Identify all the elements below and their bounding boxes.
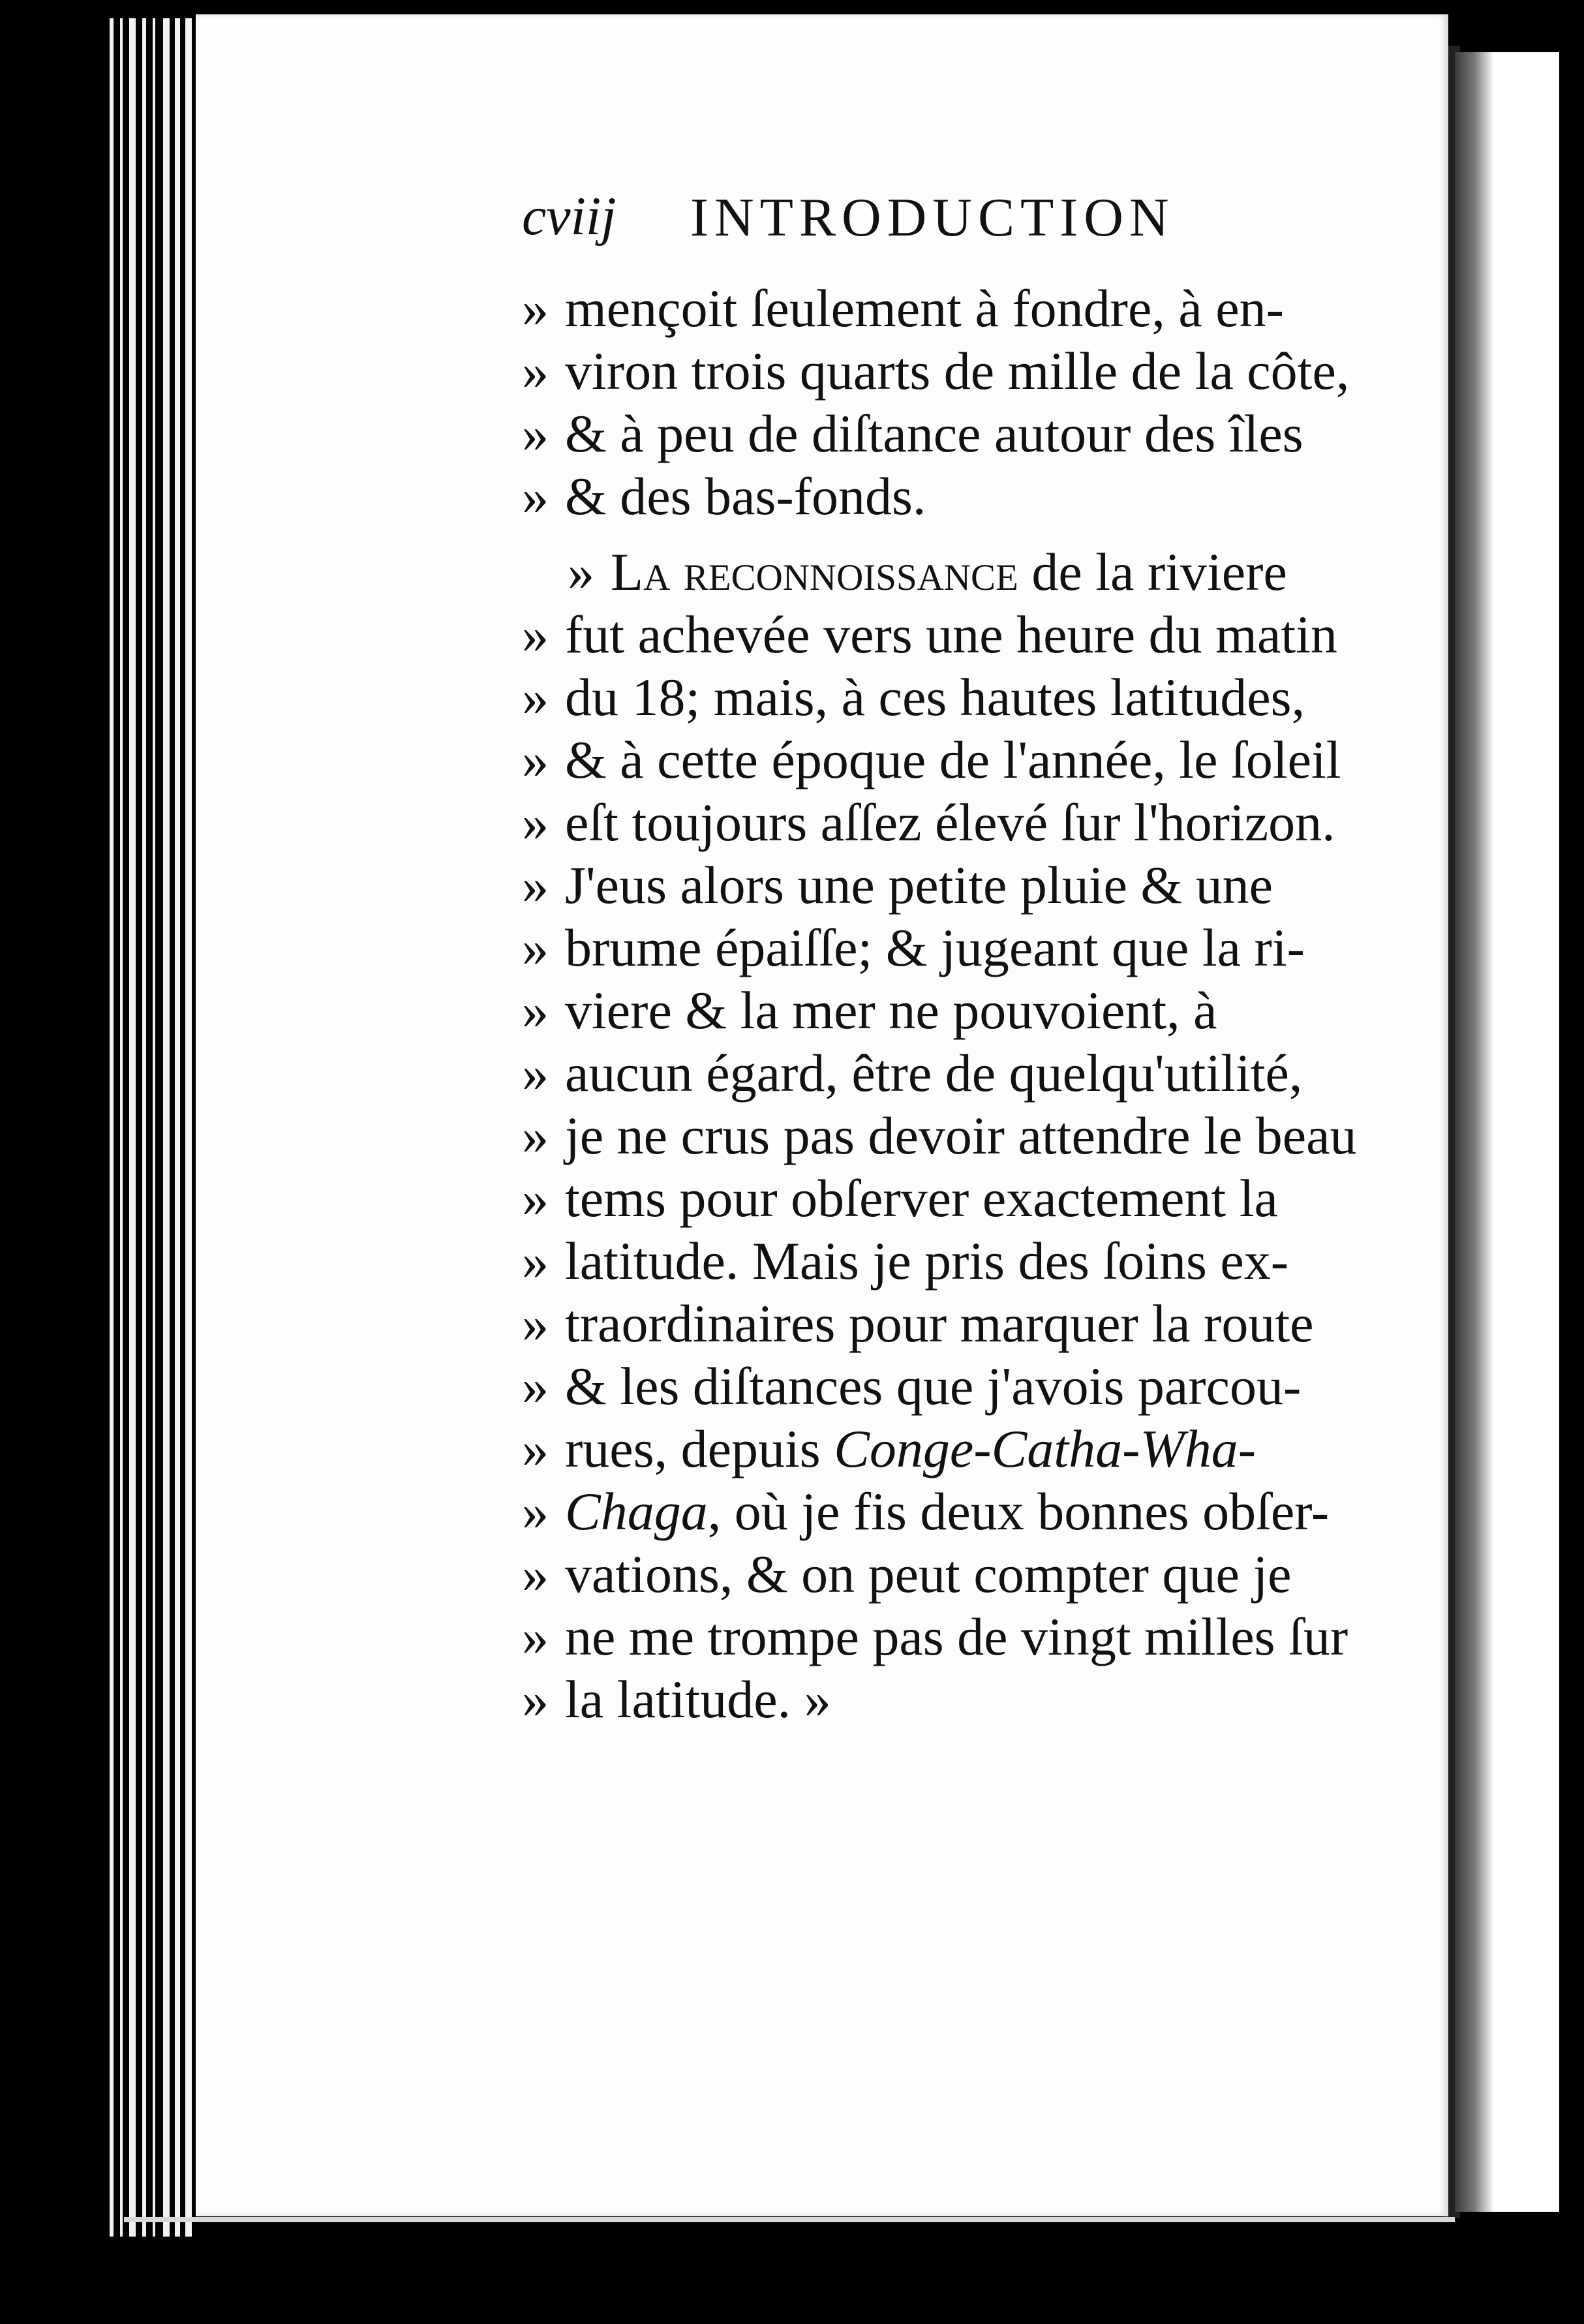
quote-mark: »	[522, 1607, 549, 1666]
text-line	[522, 277, 1284, 340]
text-line	[522, 1668, 831, 1731]
line-text: & des bas-fonds.	[565, 466, 926, 526]
line-text: je ne crus pas devoir attendre le beau	[565, 1106, 1357, 1165]
quote-mark: »	[522, 1482, 549, 1541]
italic-text: Conge-Catha-Wha-	[834, 1419, 1256, 1478]
line-text: tems pour obſerver exactement la	[565, 1169, 1278, 1228]
line-text: ne me trompe pas de vingt milles ſur	[565, 1607, 1348, 1666]
quote-mark: »	[522, 918, 549, 977]
text-line	[522, 1042, 1302, 1105]
small-caps-text: La reconnoissance	[611, 542, 1018, 602]
line-text: de la riviere	[1018, 542, 1287, 602]
text-line	[522, 1105, 1357, 1167]
text-line	[522, 1355, 1301, 1418]
quote-mark: »	[568, 542, 594, 602]
quote-mark: »	[522, 855, 549, 915]
quote-mark: »	[522, 1670, 549, 1729]
bottom-page-edge	[124, 2217, 1455, 2222]
text-line	[522, 604, 1337, 666]
page-number: cviij	[522, 186, 617, 247]
text-line	[522, 917, 1305, 979]
text-line	[522, 1292, 1314, 1355]
line-text: traordinaires pour marquer la route	[565, 1294, 1314, 1353]
text-line	[522, 1606, 1348, 1668]
quote-mark: »	[522, 1043, 549, 1103]
line-text: & à cette époque de l'année, le ſoleil	[565, 730, 1341, 789]
text-line	[522, 791, 1335, 854]
text-line	[522, 1418, 1256, 1480]
quote-mark: »	[522, 981, 549, 1040]
page-text	[502, 176, 1357, 1729]
quote-mark: »	[522, 1544, 549, 1604]
quote-mark: »	[522, 667, 549, 727]
text-line	[522, 666, 1305, 729]
line-text: eſt toujours aſſez élevé ſur l'horizon.	[565, 793, 1335, 852]
line-text: latitude. Mais je pris des ſoins ex-	[565, 1231, 1289, 1291]
line-text: rues, depuis	[565, 1419, 834, 1478]
facing-page	[1455, 52, 1559, 2212]
text-line	[522, 340, 1349, 403]
quote-mark: »	[522, 605, 549, 664]
line-text: J'eus alors une petite pluie & une	[565, 855, 1273, 915]
italic-text: Chaga	[565, 1482, 708, 1541]
quote-mark: »	[522, 1294, 549, 1353]
quote-mark: »	[522, 1419, 549, 1478]
text-line	[522, 1480, 1329, 1543]
text-line	[522, 979, 1217, 1042]
line-text: viere & la mer ne pouvoient, à	[565, 981, 1217, 1040]
quote-mark: »	[522, 466, 549, 526]
text-line	[522, 1167, 1278, 1230]
quote-mark: »	[522, 404, 549, 463]
page-header	[502, 176, 1337, 254]
line-text: & à peu de diſtance autour des îles	[565, 404, 1303, 463]
line-text: la latitude. »	[565, 1670, 831, 1729]
line-text: du 18; mais, à ces hautes latitudes,	[565, 667, 1305, 727]
quote-mark: »	[522, 1231, 549, 1291]
line-text: , où je fis deux bonnes obſer-	[707, 1482, 1330, 1541]
line-text: viron trois quarts de mille de la côte,	[565, 341, 1350, 401]
line-text: mençoit ſeulement à fondre, à en-	[565, 279, 1284, 338]
text-line	[522, 465, 926, 528]
text-line	[522, 403, 1303, 465]
page-edge-stack	[110, 18, 201, 2237]
line-text: fut achevée vers une heure du matin	[565, 605, 1337, 664]
line-text: vations, & on peut compter que je	[565, 1544, 1292, 1604]
quote-mark: »	[522, 730, 549, 789]
quote-mark: »	[522, 1356, 549, 1416]
text-line	[522, 1230, 1288, 1292]
text-line	[568, 541, 1287, 604]
quote-mark: »	[522, 793, 549, 852]
text-line	[522, 729, 1341, 791]
line-text: brume épaiſſe; & jugeant que la ri-	[565, 918, 1305, 977]
quote-mark: »	[522, 1169, 549, 1228]
quote-mark: »	[522, 279, 549, 338]
text-line	[522, 854, 1273, 917]
text-line	[522, 1543, 1292, 1606]
quote-mark: »	[522, 341, 549, 401]
running-title: INTRODUCTION	[690, 187, 1175, 248]
line-text: & les diſtances que j'avois parcou-	[565, 1356, 1302, 1416]
line-text: aucun égard, être de quelqu'utilité,	[565, 1043, 1303, 1103]
quote-mark: »	[522, 1106, 549, 1165]
